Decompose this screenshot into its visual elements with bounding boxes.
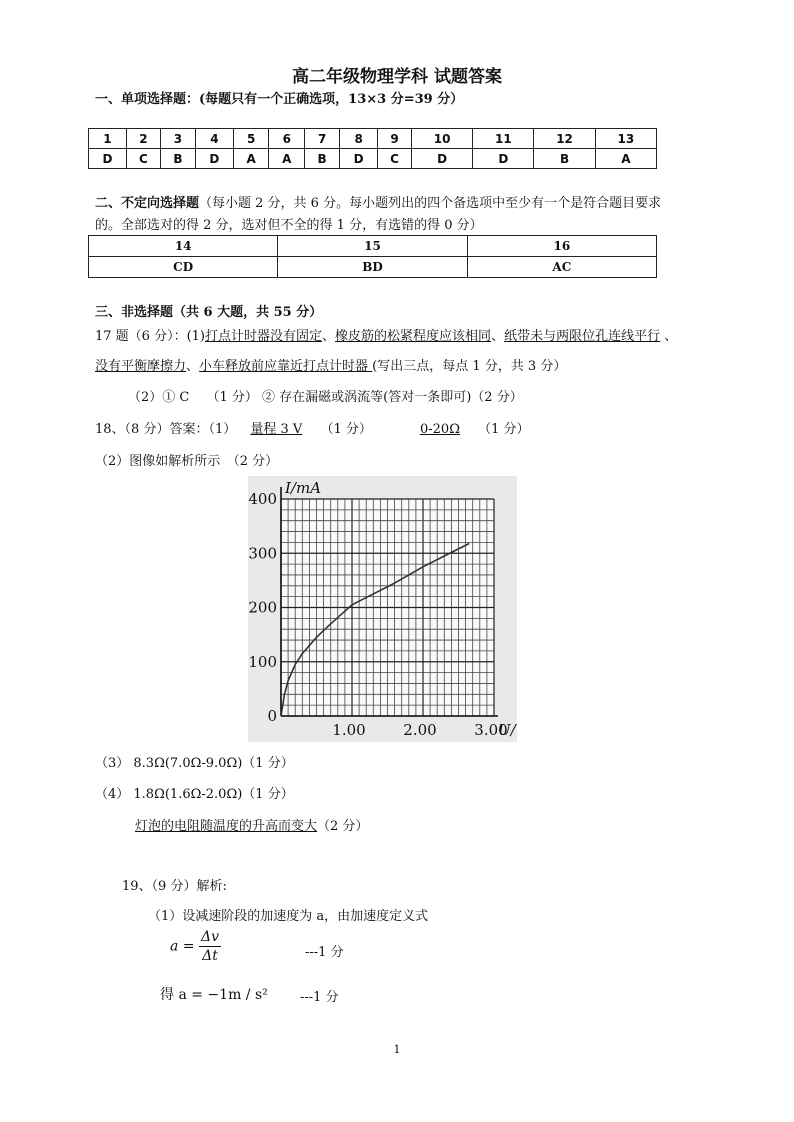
mc-question-number: 8 [340, 129, 378, 149]
q18-conclusion [135, 815, 368, 834]
iu-chart [248, 476, 517, 742]
multi-question-number: 16 [467, 236, 656, 257]
mc-answer-cell: A [595, 149, 656, 169]
eq1-lhs: a = [170, 938, 195, 955]
y-tick-label: 300 [248, 544, 277, 563]
multi-question-number: 14 [89, 236, 278, 257]
mc-question-number: 6 [269, 129, 305, 149]
mc-question-number: 5 [233, 129, 269, 149]
mc-answer-cell: D [195, 149, 233, 169]
q17-note: (写出三点，每点 1 分，共 3 分） [372, 359, 567, 374]
mc-answer-cell: D [340, 149, 378, 169]
eq2-score: ---1 分 [300, 990, 339, 1005]
mc-answer-cell: D [412, 149, 473, 169]
mc-number-row [89, 129, 657, 149]
q17-answer-4: 没有平衡摩擦力 [95, 359, 187, 374]
multi-answer-cell: BD [278, 257, 467, 278]
mc-answer-cell: C [126, 149, 160, 169]
section2-desc: （每小题 2 分，共 6 分。每小题列出的四个备选项中至少有一个是符合题目要求的。全部选对的得 2 分，选对但不全的得 1 分，有选错的得 0 分） [95, 196, 662, 233]
x-tick-label: 3.00 [474, 721, 508, 739]
multi-number-row [89, 236, 657, 257]
q17-line1 [95, 325, 677, 344]
mc-question-number: 3 [160, 129, 195, 149]
mc-answer-table [88, 128, 657, 169]
multi-answer-row [89, 257, 657, 278]
mc-answer-cell: A [233, 149, 269, 169]
mc-answer-cell: B [305, 149, 340, 169]
multi-answer-table [88, 235, 657, 278]
q19-part1: （1）设减速阶段的加速度为 a，由加速度定义式 [148, 909, 429, 924]
section3-heading: 三、非选择题（共 6 大题，共 55 分） [95, 305, 323, 320]
q18-part2: （2）图像如解析所示 （2 分） [95, 454, 279, 469]
mc-answer-cell: D [89, 149, 127, 169]
q17-answer-1: 打点计时器没有固定 [205, 329, 323, 344]
y-tick-label: 100 [248, 652, 277, 671]
q18-conclusion-text: 灯泡的电阻随温度的升高而变大 [135, 819, 318, 834]
mc-question-number: 7 [305, 129, 340, 149]
section2-heading: 二、不定向选择题 [95, 196, 200, 211]
q18-score-2: （1 分） [478, 422, 530, 437]
q19-heading: 19、（9 分）解析: [122, 879, 227, 894]
mc-question-number: 9 [378, 129, 412, 149]
mc-answer-cell: C [378, 149, 412, 169]
eq1-score: ---1 分 [305, 945, 344, 960]
mc-answer-cell: D [473, 149, 534, 169]
x-tick-label: 1.00 [332, 721, 366, 739]
separator: 、 [660, 329, 678, 344]
q17-answer-2: 橡皮筋的松紧程度应该相同 [335, 329, 492, 344]
eq1-numerator: Δv [200, 929, 220, 945]
mc-answer-cell: B [534, 149, 595, 169]
x-tick-label: 2.00 [403, 721, 437, 739]
page-number: 1 [393, 1043, 401, 1056]
y-tick-label: 400 [248, 490, 277, 508]
y-tick-label: 200 [248, 598, 277, 617]
multi-answer-cell: CD [89, 257, 278, 278]
q19-equation-2: 得 a = −1m / s² [160, 987, 268, 1003]
q18-conclusion-score: （2 分） [317, 819, 369, 834]
mc-question-number: 12 [534, 129, 595, 149]
mc-question-number: 1 [89, 129, 127, 149]
mc-question-number: 2 [126, 129, 160, 149]
section2-intro [95, 193, 665, 237]
y-axis-label: I/mA [285, 479, 322, 497]
q18-answer-1: 量程 3 V [250, 422, 303, 437]
y-tick-label: 0 [267, 707, 277, 725]
mc-question-number: 11 [473, 129, 534, 149]
section1-heading: 一、单项选择题：(每题只有一个正确选项，13×3 分=39 分） [95, 92, 464, 107]
q18-part3: （3） 8.3Ω(7.0Ω-9.0Ω)（1 分） [95, 756, 294, 771]
q18-answer-2: 0-20Ω [419, 422, 460, 437]
mc-answer-cell: A [269, 149, 305, 169]
q17-line2 [95, 355, 566, 374]
iu-graph [248, 476, 517, 742]
eq1-denominator: Δt [202, 948, 218, 964]
x-axis-label: U/ [498, 721, 516, 739]
q17-answer-3: 纸带未与两限位孔连线平行 [504, 329, 661, 344]
q17-part2: （2）① C （1 分） ② 存在漏磁或涡流等(答对一条即可)（2 分） [128, 390, 523, 405]
separator: 、 [186, 359, 200, 374]
mc-answer-cell: B [160, 149, 195, 169]
multi-question-number: 15 [278, 236, 467, 257]
q18-line1 [95, 418, 530, 437]
q18-prefix: 18、（8 分）答案：（1） [95, 422, 237, 437]
mc-question-number: 4 [195, 129, 233, 149]
q18-score-1: （1 分） [320, 422, 372, 437]
page-title: 高二年级物理学科 试题答案 [292, 67, 502, 87]
q18-part4: （4） 1.8Ω(1.6Ω-2.0Ω)（1 分） [95, 787, 294, 802]
q19-equation-1 [170, 928, 221, 965]
multi-answer-cell: AC [467, 257, 656, 278]
mc-question-number: 10 [412, 129, 473, 149]
eq1-fraction [199, 928, 221, 965]
q17-prefix: 17 题（6 分）：(1) [95, 329, 205, 344]
separator: 、 [322, 329, 336, 344]
mc-answer-row [89, 149, 657, 169]
mc-question-number: 13 [595, 129, 656, 149]
q17-answer-5: 小车释放前应靠近打点计时器 [199, 359, 373, 374]
separator: 、 [491, 329, 505, 344]
